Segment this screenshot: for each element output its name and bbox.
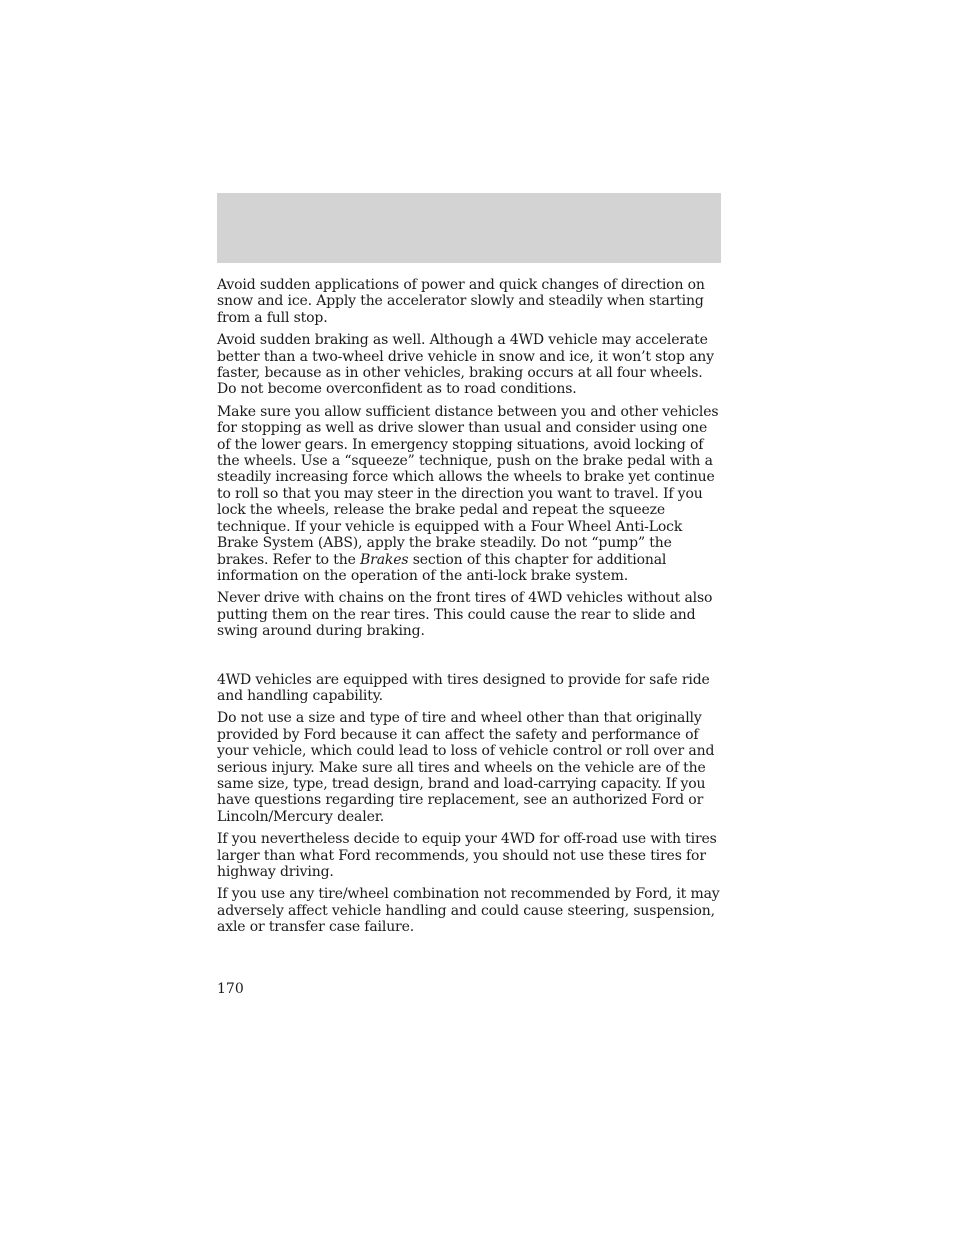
paragraph-chains: Never drive with chains on the front tires of 4WD vehicles without also putting them on the rear tires. This could cause the rear to slide and swing around during braking.: [217, 590, 713, 640]
body-text: [217, 277, 721, 942]
brakes-reference: Brakes: [360, 551, 409, 568]
paragraph-stopping-distance-tail: section of this chapter for additional information on the operation of the anti-lock brake system.: [217, 551, 667, 584]
paragraph-sudden-braking: Avoid sudden braking as well. Although a 4WD vehicle may accelerate better than a two-wheel drive vehicle in snow and ice, it won’t stop any faster, because as in other vehicles, braking occurs at all four wheels. Do not become overconfident as to road conditions.: [217, 332, 714, 398]
paragraph-tire-size: Do not use a size and type of tire and wheel other than that originally provided by Ford because it can affect the safety and performance of your vehicle, which could lead to loss of vehicle control or roll over and serious injury. Make sure all tires and wheels on the vehicle are of the same size, type, tread design, brand and load-carrying capacity. If you have questions regarding tire replacement, see an authorized Ford or Lincoln/Mercury dealer.: [217, 710, 715, 825]
paragraph-tires-equipped: 4WD vehicles are equipped with tires designed to provide for safe ride and handling capability.: [217, 671, 710, 704]
paragraph-tire-combination: If you use any tire/wheel combination not recommended by Ford, it may adversely affect vehicle handling and could cause steering, suspension, axle or transfer case failure.: [217, 886, 720, 936]
paragraph-stopping-distance-text: Make sure you allow sufficient distance between you and other vehicles for stopping as well as drive slower than usual and consider using one of the lower gears. In emergency stopping situations, avoid locking of the wheels. Use a “squeeze” technique, push on the brake pedal with a steadily increasing force which allows the wheels to brake yet continue to roll so that you may steer in the direction you want to travel. If you lock the wheels, release the brake pedal and repeat the squeeze technique. If your vehicle is equipped with a Four Wheel Anti-Lock Brake System (ABS), apply the brake steadily. Do not “pump” the brakes. Refer to the: [217, 403, 719, 568]
paragraph-stopping-distance: [217, 404, 721, 584]
header-bar: [217, 193, 721, 263]
paragraph-off-road-tires: If you nevertheless decide to equip your 4WD for off-road use with tires larger than what Ford recommends, you should not use these tires for highway driving.: [217, 831, 717, 880]
page-number: 170: [217, 981, 244, 997]
paragraph-power-changes: Avoid sudden applications of power and quick changes of direction on snow and ice. Apply the accelerator slowly and steadily when starting from a full stop.: [217, 277, 705, 326]
